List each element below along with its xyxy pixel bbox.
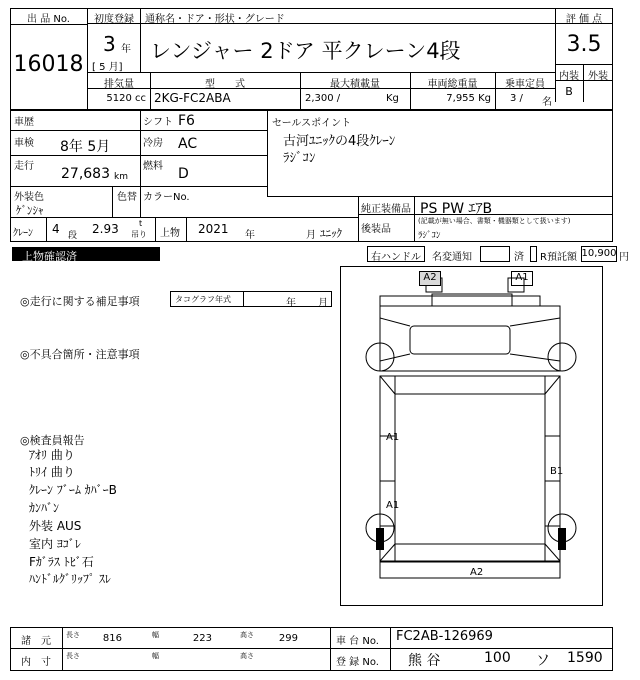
max-load-unit: Kg: [386, 93, 399, 104]
max-load: 2,300 /: [305, 93, 341, 104]
crane-stage-unit: 段: [68, 231, 78, 241]
equipment-label: 純正装備品: [361, 204, 411, 215]
name-change-label: 名変通知: [432, 252, 472, 263]
interior-width-label: 幅: [152, 652, 159, 660]
dims-label: 諸 元: [21, 636, 51, 647]
crane-capacity: 2.93: [92, 222, 119, 236]
inspector-item: Fｶﾞﾗｽ ﾄﾋﾞ石: [29, 555, 94, 569]
ac-label: 冷房: [143, 138, 163, 149]
capacity-unit: 名: [542, 97, 552, 108]
mileage-value: 27,683: [61, 166, 110, 182]
tacho-label: タコグラフ年式: [175, 295, 231, 304]
ext-color-value: ｹﾞﾝｼｬ: [16, 204, 44, 217]
defects-label: ◎不具合箇所・注意事項: [20, 348, 140, 361]
sales-point-label: セールスポイント: [272, 118, 352, 129]
tacho-year-unit: 年: [286, 298, 296, 309]
color-change-label: 色替: [117, 192, 137, 203]
aftermarket-note: (記載が無い場合、書類・機器類として扱います): [418, 217, 571, 225]
sales-point-line1: 古河ﾕﾆｯｸの4段ｸﾚｰﾝ: [283, 134, 396, 149]
yen-unit: 円: [619, 252, 629, 263]
length-label: 長さ: [66, 631, 80, 639]
first-reg-year-unit: 年: [121, 44, 131, 55]
upper-body-label: 上物: [160, 228, 180, 239]
inspection-label: 車検: [14, 138, 34, 149]
damage-mark-a2-top: A2: [419, 271, 441, 286]
first-reg-month: [ 5 月]: [92, 62, 123, 73]
lot-number: 16018: [13, 52, 84, 77]
gross-weight: 7,955 Kg: [446, 93, 491, 104]
overall-score: 3.5: [566, 32, 602, 57]
mileage-unit: km: [114, 172, 128, 182]
capacity-label: 乗車定員: [505, 79, 545, 90]
displacement: 5120 cc: [106, 93, 146, 104]
interior-dims-label: 内 寸: [21, 657, 51, 668]
chassis-no: FC2AB-126969: [396, 629, 493, 644]
equipment-value: PS PW ｴｱB: [420, 201, 493, 217]
driving-notes-label: ◎走行に関する補足事項: [20, 295, 140, 308]
crane-capacity-unit: 吊り: [131, 230, 147, 239]
fuel-label: 燃料: [143, 161, 163, 172]
inspector-item: 室内 ﾖｺﾞﾚ: [29, 537, 81, 551]
score-label: 評 価 点: [565, 14, 603, 25]
damage-mark-a1-top: A1: [511, 271, 533, 286]
truck-top-view-diagram: [340, 266, 603, 606]
crane-stages: 4: [52, 222, 60, 236]
inspector-item: ｶﾝﾊﾞﾝ: [29, 501, 60, 515]
height-label: 高さ: [240, 631, 254, 639]
color-no-label: カラーNo.: [143, 192, 190, 203]
ac-value: AC: [178, 136, 198, 152]
interior-grade-label: 内装: [559, 71, 579, 82]
inspector-item: ｱｵﾘ 曲り: [29, 448, 75, 462]
aftermarket-value: ﾗｼﾞｺﾝ: [418, 231, 441, 241]
damage-mark-b1-right: B1: [550, 466, 564, 477]
lot-no-label: 出 品 No.: [27, 14, 70, 25]
inspector-report-label: ◎検査員報告: [20, 434, 85, 447]
sales-point-line2: ﾗｼﾞｺﾝ: [283, 151, 316, 166]
model-label: 型 式: [205, 79, 245, 90]
model-code: 2KG-FC2ABA: [154, 91, 231, 105]
upper-body-year-unit: 年: [245, 230, 255, 241]
rhd-label: 右ハンドル: [371, 252, 421, 263]
registration-class: 100: [484, 650, 511, 666]
ext-color-label: 外装色: [14, 192, 44, 203]
mileage-label: 走行: [14, 161, 34, 172]
interior-length-label: 長さ: [66, 652, 80, 660]
tax-checkbox: [530, 246, 537, 262]
fuel-value: D: [178, 166, 189, 182]
interior-height-label: 高さ: [240, 652, 254, 660]
damage-mark-a1-left-upper: A1: [386, 432, 400, 443]
vehicle-name: レンジャー 2ドア 平クレーン4段: [150, 39, 461, 63]
shift-value: F6: [178, 113, 195, 129]
inspector-item: ﾄﾘｲ 曲り: [29, 465, 75, 479]
width-label: 幅: [152, 631, 159, 639]
crane-capacity-unit-top: t: [139, 219, 143, 228]
registration-number: 1590: [567, 650, 603, 666]
gross-weight-label: 車両総重量: [427, 79, 478, 90]
height-value: 299: [278, 633, 298, 644]
shift-label: シフト: [143, 117, 173, 128]
registration-region: 熊 谷: [408, 653, 441, 669]
exterior-grade-label: 外装: [588, 71, 608, 82]
recycle-deposit-label: R預託額: [540, 252, 577, 263]
tax-label: 済: [514, 252, 524, 263]
chassis-no-label: 車 台 No.: [336, 636, 379, 647]
upper-body-month-unit: 月: [306, 230, 316, 241]
inspection-value: 8年 5月: [60, 139, 111, 155]
inspector-item: ｸﾚｰﾝ ﾌﾞｰﾑ ｶﾊﾞｰB: [29, 483, 117, 497]
registration-no-label: 登 録 No.: [336, 657, 379, 668]
crane-label: ｸﾚｰﾝ: [13, 228, 33, 239]
name-change-box: [480, 246, 510, 262]
max-load-label: 最大積載量: [330, 79, 380, 90]
damage-mark-a2-bottom: A2: [470, 567, 484, 578]
displacement-label: 排気量: [104, 79, 134, 90]
inspector-item: ﾊﾝﾄﾞﾙｸﾞﾘｯﾌﾟ ｽﾚ: [29, 572, 111, 586]
recycle-deposit-amount: 10,900: [581, 248, 617, 259]
damage-mark-a1-left-lower: A1: [386, 500, 400, 511]
aftermarket-label: 後装品: [361, 224, 391, 235]
inspector-item: 外装 AUS: [29, 519, 82, 533]
upper-body-maker: ﾕﾆｯｸ: [320, 227, 342, 240]
interior-grade: B: [565, 85, 573, 98]
capacity: 3 /: [510, 93, 523, 104]
history-label: 車歴: [14, 117, 34, 128]
tacho-month-unit: 月: [318, 298, 328, 309]
upper-confirm-label: 上物確認済: [22, 250, 77, 263]
first-reg-year: 3: [103, 32, 116, 56]
width-value: 223: [192, 633, 212, 644]
length-value: 816: [102, 633, 122, 644]
upper-body-year: 2021: [198, 222, 229, 236]
registration-kana: ソ: [536, 653, 550, 669]
vehicle-name-label: 通称名・ドア・形状・グレード: [145, 14, 285, 25]
first-reg-label: 初度登録: [94, 14, 134, 25]
